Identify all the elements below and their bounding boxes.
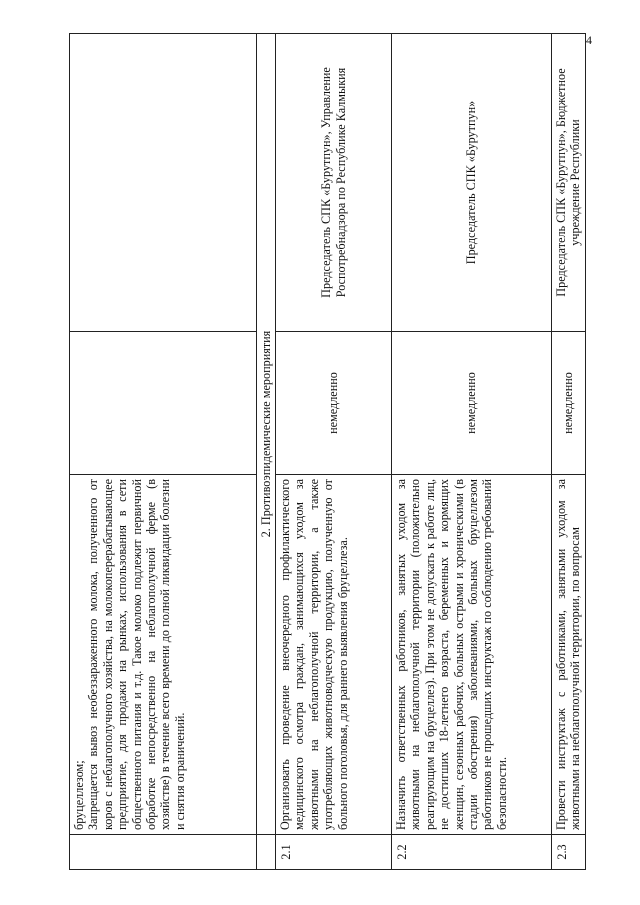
measures-table [69, 33, 586, 870]
term-cell: немедленно [276, 332, 392, 475]
row-number [70, 835, 257, 870]
term-cell: немедленно [552, 332, 586, 475]
task-text: бруцеллезом; [72, 760, 86, 830]
task-cell [392, 475, 552, 835]
task-text: Организовать проведение внеочередного профилактического медицинского осмотра граждан, занимающихся уходом за животными на неблагополучной территории, а также употребляющих животноводческую продукцию, полученную от больного поголовья, для раннего выявления бруцеллеза. [278, 479, 350, 830]
rotated-table-container [69, 34, 583, 870]
task-text: Провести инструктаж с работниками, занятыми уходом за животными на неблагополучной территории, по вопросам [554, 479, 583, 830]
responsible-text: Председатель СПК «Бурутпун», Бюджетное учреждение Республики [554, 68, 583, 297]
page-number: 4 [586, 33, 592, 47]
task-text: Назначить ответственных работников, занятых уходом за животными на неблагополучной территории (положительно реагирующим на бруцеллез). При этом не допускать к работе лиц, не достигших 18-летнего возраста, беременных и кормящих женщин, сезонных рабочих, больных острыми и хроническими (в стадии обострения) заболеваниями, больных бруцеллезом работников не прошедших инструктаж по соблюдению требований безопасности. [394, 479, 509, 830]
table-row [70, 34, 257, 870]
responsible-cell [70, 34, 257, 332]
responsible-text: Председатель СПК «Бурутпун» [464, 100, 479, 265]
task-text: Запрещается вывоз необеззараженного молока, полученного от коров с неблагополучного хозяйства, на молокоперерабатывающее предприятие, для продажи на рынках, использования в сети общественного питания и т.д. Такое молоко подлежит первичной обработке непосредственно на неблагополучной ферме (в хозяйстве) в течение всего времени до полной ликвидации болезни и снятия ограничений. [86, 479, 187, 830]
term-cell [70, 332, 257, 475]
responsible-text: Председатель СПК «Бурутпун», Управление Роспотребнадзора по Республике Калмыкия [319, 67, 348, 298]
task-cell [70, 475, 257, 835]
responsible-cell [552, 34, 586, 332]
row-number: 2.2 [392, 835, 552, 870]
row-number: 2.1 [276, 835, 392, 870]
responsible-cell [392, 34, 552, 332]
term-cell: немедленно [392, 332, 552, 475]
section-title: 2. Противоэпидемические мероприятия [257, 34, 276, 835]
task-cell [276, 475, 392, 835]
table-row [392, 34, 552, 870]
task-cell [552, 475, 586, 835]
table-row [276, 34, 392, 870]
row-number: 2.3 [552, 835, 586, 870]
table-row [552, 34, 586, 870]
responsible-cell [276, 34, 392, 332]
section-header-row [257, 34, 276, 870]
